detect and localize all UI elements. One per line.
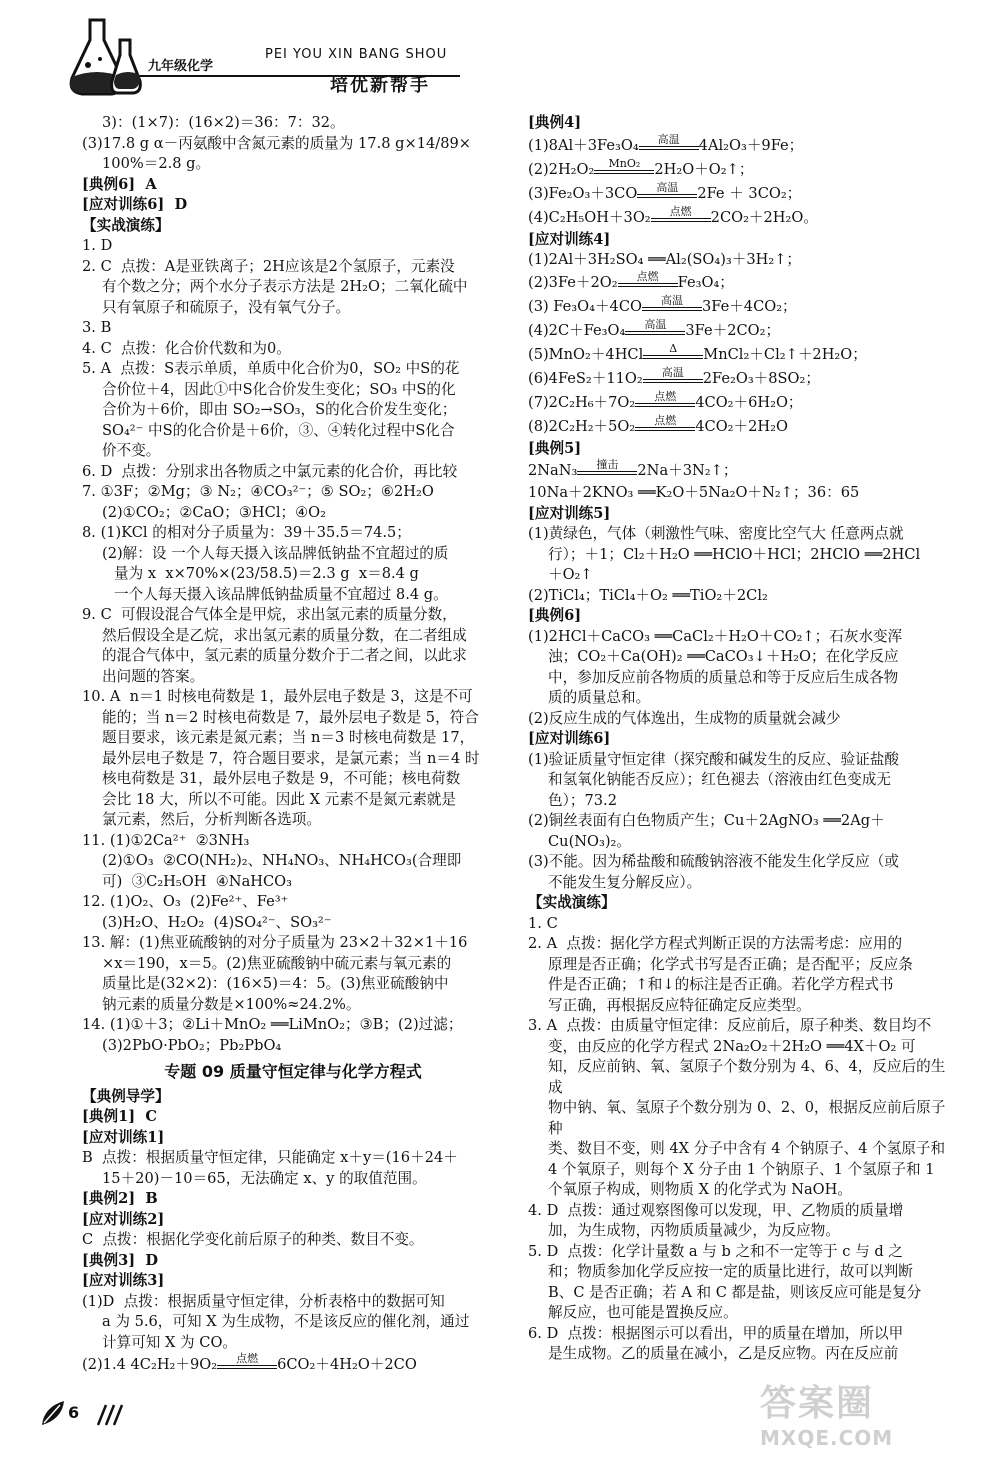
condition-label: 点燃 bbox=[636, 269, 659, 283]
text-line: (1)2HCl＋CaCO₃ ══CaCl₂＋H₂O＋CO₂↑；石灰水变浑 bbox=[528, 627, 903, 645]
section-label: [应对训练6] D bbox=[82, 196, 188, 213]
text-line: 9. C 可假设混合气体全是甲烷，求出氢元素的质量分数， bbox=[82, 606, 457, 623]
text-line: 质量比是(32×2)：(16×5)＝4：5。(3)焦亚硫酸钠中 bbox=[102, 975, 449, 992]
section-label: 【典例导学】 bbox=[82, 1087, 170, 1105]
equation-products: 3Fe＋4CO₂； bbox=[701, 297, 797, 315]
text-line: 1. D bbox=[82, 237, 113, 254]
text-line: ×x＝190，x＝5。(2)焦亚硫酸钠中硫元素与氧元素的 bbox=[102, 954, 452, 972]
text-line: (2)解：设 一个人每天摄入该品牌低钠盐不宜超过的质 bbox=[102, 544, 449, 562]
reaction-condition bbox=[643, 343, 703, 367]
condition-label: 点燃 bbox=[236, 1352, 259, 1365]
equation-line bbox=[528, 182, 948, 206]
text-line: (1)D 点拨：根据质量守恒定律，分析表格中的数据可知 bbox=[82, 1292, 445, 1310]
text-line: 有个数之分；两个水分子表示方法是 2H₂O；二氧化硫中 bbox=[102, 278, 468, 295]
equation-reactants: (4)2C＋Fe₃O₄ bbox=[528, 321, 626, 339]
equation-products: 2Fe₂O₃＋8SO₂； bbox=[702, 369, 820, 387]
text-line: ＋O₂↑ bbox=[548, 566, 593, 583]
condition-label: 高温 bbox=[661, 365, 684, 379]
text-line: 3. B bbox=[82, 319, 112, 336]
equation-products: 2Fe ＋ 3CO₂； bbox=[697, 184, 802, 202]
text-line: 1. C bbox=[528, 914, 558, 932]
text-line: 原理是否正确；化学式书写是否正确；是否配平；反应条 bbox=[548, 955, 913, 973]
equation-reactants: (7)2C₂H₆＋7O₂ bbox=[528, 393, 636, 411]
text-line: 6. D 点拨：分别求出各物质之中氯元素的化合价，再比较 bbox=[82, 462, 458, 480]
equation-line bbox=[528, 271, 948, 295]
header-pinyin: PEI YOU XIN BANG SHOU bbox=[265, 47, 448, 62]
equation-reactants: (2)2H₂O₂ bbox=[528, 160, 595, 178]
text-line: Cu(NO₃)₂。 bbox=[548, 832, 631, 850]
text-line: 出问题的答案。 bbox=[102, 667, 205, 685]
equals-bar bbox=[639, 146, 699, 150]
text-line: 个氧原子构成，则物质 X 的化学式为 NaOH。 bbox=[548, 1181, 852, 1198]
equation-products: 4CO₂＋2H₂O bbox=[695, 417, 788, 435]
reaction-condition bbox=[642, 295, 702, 319]
text-line: 质的质量总和。 bbox=[548, 689, 651, 706]
reaction-condition bbox=[217, 1353, 277, 1377]
equals-bar bbox=[577, 471, 637, 475]
text-line: 14. (1)①＋3；②Li＋MnO₂ ══LiMnO₂；③B；(2)过滤； bbox=[82, 1016, 463, 1033]
text-line: 色）；73.2 bbox=[548, 791, 617, 809]
text-line: 8. (1)KCl 的相对分子质量为：39＋35.5＝74.5； bbox=[82, 524, 411, 541]
equation-products: Fe₃O₄； bbox=[677, 273, 734, 291]
text-line: 7. ①3F；②Mg；③ N₂；④CO₃²⁻；⑤ SO₂；⑥2H₂O bbox=[82, 483, 434, 500]
text-line: 5. D 点拨：化学计量数 a 与 b 之和不一定等于 c 与 d 之 bbox=[528, 1242, 903, 1260]
text-line: 4. D 点拨：通过观察图像可以发现，甲、乙物质的质量增 bbox=[528, 1201, 904, 1219]
text-line: (3)H₂O、H₂O₂ (4)SO₄²⁻、SO₃²⁻ bbox=[102, 913, 332, 931]
text-line: (1)验证质量守恒定律（探究酸和碱发生的反应、验证盐酸 bbox=[528, 750, 899, 768]
equation-reactants: (2)3Fe＋2O₂ bbox=[528, 273, 618, 291]
reaction-condition bbox=[651, 206, 711, 230]
equation-reactants: (3) Fe₃O₄＋4CO bbox=[528, 297, 642, 315]
text-line: B 点拨：根据质量守恒定律，只能确定 x＋y＝(16＋24＋ bbox=[82, 1149, 458, 1166]
equation-products: 2CO₂＋2H₂O。 bbox=[710, 208, 818, 226]
header-title: 培优新帮手 bbox=[330, 75, 430, 96]
equals-bar bbox=[594, 170, 654, 174]
left-column bbox=[82, 113, 504, 1377]
text-line: 的混合气体中，氢元素的质量分数介于二者之间，以此求 bbox=[102, 647, 467, 664]
text-line: 加，为生成物，丙物质质量减少，为反应物。 bbox=[548, 1222, 840, 1239]
text-line: 量为 x x×70%×(23/58.5)＝2.3 g x＝8.4 g bbox=[114, 565, 419, 582]
text-line: 核电荷数是 31，最外层电子数是 9，不可能；核电荷数 bbox=[102, 770, 461, 787]
equation-line bbox=[528, 415, 948, 439]
text-line: 题目要求，该元素是氮元素；当 n＝3 时核电荷数是 17， bbox=[102, 729, 475, 746]
section-label: [应对训练6] bbox=[528, 730, 611, 747]
section-label: [典例5] bbox=[528, 439, 582, 457]
reaction-condition bbox=[618, 271, 678, 295]
text-line: (2)铜丝表面有白色物质产生；Cu＋2AgNO₃ ══2Ag＋ bbox=[528, 812, 885, 829]
section-label: [典例2] B bbox=[82, 1190, 158, 1207]
equation-reactants: (3)Fe₂O₃＋3CO bbox=[528, 184, 638, 202]
reaction-condition bbox=[639, 134, 699, 158]
reaction-condition bbox=[577, 459, 637, 483]
equation-reactants: (8)2C₂H₂＋5O₂ bbox=[528, 417, 636, 435]
text-line: 100%＝2.8 g。 bbox=[102, 155, 211, 172]
text-line: (2)①O₃ ②CO(NH₂)₂、NH₄NO₃、NH₄HCO₃(合理即 bbox=[102, 852, 462, 869]
equals-bar bbox=[643, 379, 703, 383]
text-line: 件是否正确；↑和↓的标注是否正确。若化学方程式书 bbox=[548, 976, 894, 993]
text-line: 钠元素的质量分数是×100%≈24.2%。 bbox=[102, 995, 361, 1013]
text-line: (2)TiCl₄；TiCl₄＋O₂ ══TiO₂＋2Cl₂ bbox=[528, 586, 768, 604]
equation-reactants: (5)MnO₂＋4HCl bbox=[528, 345, 644, 363]
condition-label: 高温 bbox=[644, 317, 667, 331]
flask-logo-icon bbox=[60, 15, 150, 100]
page-header bbox=[60, 15, 460, 105]
section-label: [应对训练3] bbox=[82, 1272, 165, 1289]
text-line: B、C 是否正确；若 A 和 C 都是盐，则该反应可能是复分 bbox=[548, 1283, 922, 1301]
equation-products: 3Fe＋2CO₂； bbox=[685, 321, 781, 339]
text-line: (1)黄绿色，气体（刺激性气味、密度比空气大 任意两点就 bbox=[528, 525, 904, 542]
text-line: 最外层电子数是 7，符合题目要求，是氯元素；当 n＝4 时 bbox=[102, 749, 480, 767]
text-line: 合价位＋4，因此①中S化合价发生变化；SO₃ 中S的化 bbox=[102, 380, 456, 398]
text-line: 2. A 点拨：据化学方程式判断正误的方法需考虑：应用的 bbox=[528, 935, 903, 952]
equation-products: 2H₂O＋O₂↑； bbox=[654, 160, 754, 178]
reaction-condition bbox=[625, 319, 685, 343]
text-line: 12. (1)O₂、O₃ (2)Fe²⁺、Fe³⁺ bbox=[82, 893, 289, 910]
text-line: 浊；CO₂＋Ca(OH)₂ ══CaCO₃↓＋H₂O；在化学反应 bbox=[548, 648, 899, 665]
section-label: [典例1] C bbox=[82, 1108, 157, 1125]
section-label: 【实战演练】 bbox=[528, 894, 616, 911]
text-line: 行）；＋1；Cl₂＋H₂O ══HClO＋HCl；2HClO ══2HCl bbox=[548, 545, 921, 563]
text-line: 计算可知 X 为 CO。 bbox=[102, 1333, 237, 1351]
reaction-condition bbox=[635, 391, 695, 415]
slash-marks-icon bbox=[88, 1401, 128, 1429]
text-line: 4. C 点拨：化合价代数和为0。 bbox=[82, 339, 291, 357]
condition-label: Δ bbox=[669, 341, 678, 355]
topic-heading: 专题 09 质量守恒定律与化学方程式 bbox=[164, 1062, 422, 1081]
equation-line bbox=[528, 391, 948, 415]
equation-products: MnCl₂＋Cl₂↑＋2H₂O； bbox=[703, 345, 867, 363]
text-line: 物中钠、氧、氢原子个数分别为 0、2、0，根据反应前后原子种 bbox=[548, 1099, 946, 1137]
text-line: (2)反应生成的气体逸出，生成物的质量就会减少 bbox=[528, 709, 841, 727]
text-line: 变，由反应的化学方程式 2Na₂O₂＋2H₂O ══4X＋O₂ 可 bbox=[548, 1037, 916, 1055]
text-line: 中，参加反应前各物质的质量总和等于反应后生成各物 bbox=[548, 668, 899, 686]
reaction-condition bbox=[643, 367, 703, 391]
page-footer bbox=[40, 1395, 240, 1435]
section-label: [应对训练1] bbox=[82, 1128, 165, 1146]
leaf-icon bbox=[40, 1399, 66, 1427]
text-line: 会比 18 大，所以不可能。因此 X 元素不是氮元素就是 bbox=[102, 790, 456, 808]
text-line: 类、数目不变，则 4X 分子中含有 4 个钠原子、4 个氢原子和 bbox=[548, 1140, 946, 1157]
condition-label: 撞击 bbox=[596, 458, 619, 471]
equation-line bbox=[528, 206, 948, 230]
section-label: [典例4] bbox=[528, 114, 582, 131]
equals-bar bbox=[625, 331, 685, 335]
section-label: [应对训练2] bbox=[82, 1210, 165, 1228]
condition-label: 点燃 bbox=[654, 413, 677, 427]
equation-products: 4CO₂＋6H₂O； bbox=[695, 393, 803, 411]
reaction-condition bbox=[594, 158, 654, 182]
text-line: 写正确，再根据反应特征确定反应类型。 bbox=[548, 996, 811, 1014]
watermark bbox=[760, 1375, 980, 1455]
equation-line bbox=[528, 295, 948, 319]
page-number: 6 bbox=[68, 1403, 80, 1422]
equals-bar bbox=[635, 427, 695, 431]
text-line: 3)：(1×7)：(16×2)＝36：7：32。 bbox=[102, 114, 345, 131]
equation-line bbox=[528, 319, 948, 343]
condition-label: 高温 bbox=[657, 132, 680, 146]
text-line: 一个人每天摄入该品牌低钠盐质量不宜超过 8.4 g。 bbox=[114, 585, 448, 603]
text-line: 可) ③C₂H₅OH ④NaHCO₃ bbox=[102, 872, 292, 890]
text-line: 知，反应前钠、氧、氢原子个数分别为 4、6、4，反应后的生成 bbox=[548, 1058, 946, 1096]
text-line: 只有氧原子和硫原子，没有氧气分子。 bbox=[102, 298, 351, 316]
reaction-condition bbox=[637, 182, 697, 206]
equation-reactants: (2)1.4 4C₂H₂＋9O₂ bbox=[82, 1356, 218, 1373]
condition-label: MnO₂ bbox=[608, 156, 641, 170]
text-line: 氯元素，然后，分析判断各选项。 bbox=[102, 811, 321, 828]
section-label: [典例6] bbox=[528, 607, 582, 624]
text-line: 15＋20)－10＝65，无法确定 x、y 的取值范围。 bbox=[102, 1169, 427, 1187]
section-label: [应对训练4] bbox=[528, 230, 611, 248]
text-line: (3)不能。因为稀盐酸和硫酸钠溶液不能发生化学反应（或 bbox=[528, 853, 899, 870]
condition-label: 点燃 bbox=[669, 204, 692, 218]
text-line: (3)2PbO·PbO₂；Pb₂PbO₄ bbox=[102, 1036, 282, 1054]
text-line: (3)17.8 g α－丙氨酸中含氮元素的质量为 17.8 g×14/89× bbox=[82, 134, 471, 152]
equals-bar bbox=[635, 403, 695, 407]
equation-reactants: (4)C₂H₅OH＋3O₂ bbox=[528, 208, 651, 226]
text-line: 13. 解：(1)焦亚硫酸钠的对分子质量为 23×2＋32×1＋16 bbox=[82, 934, 468, 951]
watermark-url: MXQE.COM bbox=[760, 1426, 894, 1450]
text-line: 和氢氧化钠能否反应）；红色褪去（溶液由红色变成无 bbox=[548, 771, 891, 788]
equals-bar bbox=[651, 218, 711, 222]
equation-line bbox=[528, 459, 948, 483]
equals-bar bbox=[618, 283, 678, 287]
text-line: 是生成物。乙的质量在减小，乙是反应物。丙在反应前 bbox=[548, 1345, 899, 1362]
text-line: 11. (1)①2Ca²⁺ ②3NH₃ bbox=[82, 831, 250, 849]
text-line: (2)①CO₂；②CaO；③HCl；④O₂ bbox=[102, 503, 326, 521]
text-line: 10. A n＝1 时核电荷数是 1，最外层电子数是 3，这是不可 bbox=[82, 688, 473, 705]
text-line: 和；物质参加化学反应按一定的质量比进行，故可以判断 bbox=[548, 1263, 913, 1280]
equation-products: 2Na＋3N₂↑； bbox=[637, 462, 738, 479]
section-label: [典例6] A bbox=[82, 175, 157, 193]
watermark-text: 答案圈 bbox=[760, 1383, 875, 1424]
text-line: a 为 5.6，可知 X 为生成物，不是该反应的催化剂，通过 bbox=[102, 1313, 470, 1330]
section-label: [应对训练5] bbox=[528, 504, 611, 522]
text-line: 合价为＋6价，即由 SO₂→SO₃，S的化合价发生变化； bbox=[102, 401, 457, 418]
right-column bbox=[528, 113, 948, 1365]
text-line: 解反应，也可能是置换反应。 bbox=[548, 1304, 738, 1321]
equation-products: 6CO₂＋4H₂O＋2CO bbox=[277, 1356, 417, 1373]
text-line: 价不变。 bbox=[102, 442, 161, 459]
text-line: 4 个氧原子，则每个 X 分子由 1 个钠原子、1 个氢原子和 1 bbox=[548, 1160, 935, 1178]
text-line: SO₄²⁻ 中S的化合价是＋6价，③、④转化过程中S化合 bbox=[102, 421, 455, 439]
text-line: 然后假设全是乙烷，求出氢元素的质量分数，在二者组成 bbox=[102, 626, 467, 644]
equals-bar bbox=[637, 194, 697, 198]
equals-bar bbox=[642, 307, 702, 311]
equation-reactants: 2NaN₃ bbox=[528, 462, 578, 479]
text-line: 3. A 点拨：由质量守恒定律：反应前后，原子种类、数目均不 bbox=[528, 1017, 932, 1034]
text-line: 能的；当 n＝2 时核电荷数是 7，最外层电子数是 5，符合 bbox=[102, 708, 479, 726]
reaction-condition bbox=[635, 415, 695, 439]
text-line: 2. C 点拨：A是亚铁离子；2H应该是2个氢原子，元素没 bbox=[82, 257, 455, 275]
text-line: C 点拨：根据化学变化前后原子的种类、数目不变。 bbox=[82, 1231, 424, 1248]
equation-reactants: (1)8Al＋3Fe₃O₄ bbox=[528, 136, 639, 154]
equals-bar bbox=[643, 355, 703, 359]
section-label: 【实战演练】 bbox=[82, 216, 170, 234]
condition-label: 高温 bbox=[660, 293, 683, 307]
condition-label: 高温 bbox=[656, 180, 679, 194]
text-line: 5. A 点拨：S表示单质，单质中化合价为0，SO₂ 中S的花 bbox=[82, 360, 460, 377]
text-line: 6. D 点拨：根据图示可以看出，甲的质量在增加，所以甲 bbox=[528, 1324, 904, 1342]
header-grade-label: 九年级化学 bbox=[148, 59, 214, 74]
text-line: 10Na＋2KNO₃ ══K₂O＋5Na₂O＋N₂↑；36：65 bbox=[528, 484, 860, 501]
equation-products: 4Al₂O₃＋9Fe； bbox=[698, 136, 804, 154]
section-label: [典例3] D bbox=[82, 1251, 158, 1269]
text-line: (1)2Al＋3H₂SO₄ ══Al₂(SO₄)₃＋3H₂↑； bbox=[528, 251, 802, 268]
condition-label: 点燃 bbox=[654, 389, 677, 403]
equation-line bbox=[82, 1353, 504, 1377]
equals-bar bbox=[217, 1365, 277, 1369]
text-line: 不能发生复分解反应）。 bbox=[548, 873, 702, 891]
equation-reactants: (6)4FeS₂＋11O₂ bbox=[528, 369, 643, 387]
equation-line bbox=[528, 158, 948, 182]
equation-line bbox=[528, 134, 948, 158]
equation-line bbox=[528, 367, 948, 391]
equation-line bbox=[528, 343, 948, 367]
